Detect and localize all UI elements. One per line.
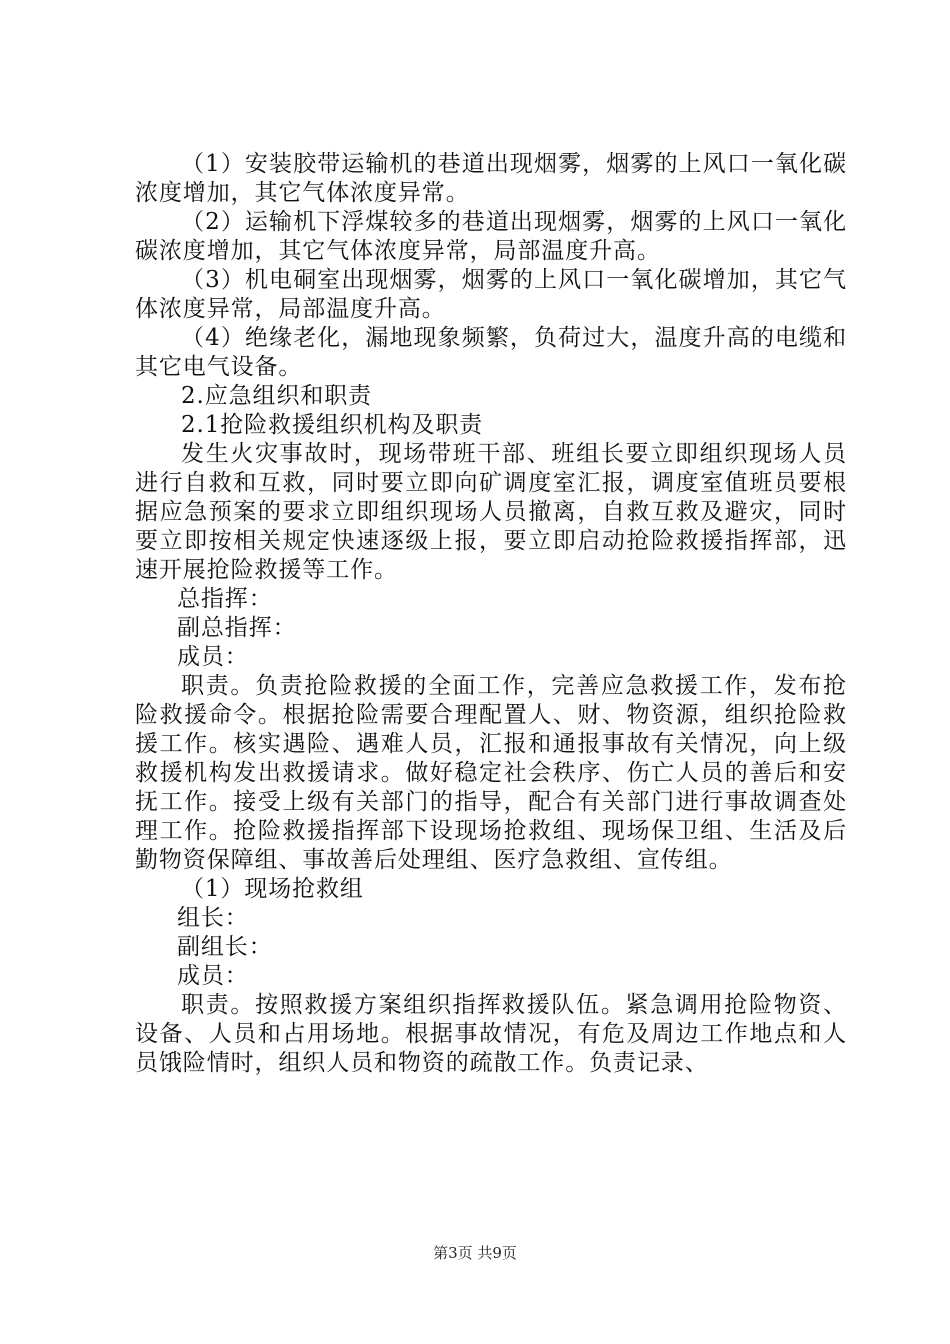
responsibilities-paragraph: 职责。负责抢险救援的全面工作，完善应急救援工作，发布抢险救援命令。根据抢险需要合理配置人、财、物资源，组织抢险救援工作。核实遇险、遇难人员，汇报和通报事故有关情况，向上级救援机构发出救援请求。做好稳定社会秩序、伤亡人员的善后和安抚工作。接受上级有关部门的指导，配合有关部门进行事故调查处理工作。抢险救援指挥部下设现场抢救组、现场保卫组、生活及后勤物资保障组、事故善后处理组、医疗急救组、宣传组。 xyxy=(135,673,847,873)
page-number-footer: 第3页 共9页 xyxy=(433,1244,517,1262)
section-heading: 2.应急组织和职责 xyxy=(181,383,373,409)
deputy-commander-label: 副总指挥： xyxy=(177,615,297,641)
deputy-team-leader-label: 副组长： xyxy=(177,934,273,960)
team-members-label: 成员： xyxy=(177,963,249,989)
paragraph-item-4: （4）绝缘老化，漏地现象频繁，负荷过大，温度升高的电缆和其它电气设备。 xyxy=(135,325,847,380)
paragraph-item-3: （3）机电硐室出现烟雾，烟雾的上风口一氧化碳增加，其它气体浓度异常，局部温度升高。 xyxy=(135,267,847,322)
paragraph-item-1: （1）安装胶带运输机的巷道出现烟雾，烟雾的上风口一氧化碳浓度增加，其它气体浓度异常。 xyxy=(135,151,847,206)
subsection-heading: 2.1抢险救援组织机构及职责 xyxy=(181,412,484,438)
team-leader-label: 组长： xyxy=(177,905,249,931)
document-body xyxy=(135,150,847,1078)
rescue-team-heading: （1）现场抢救组 xyxy=(181,876,364,902)
members-label: 成员： xyxy=(177,644,249,670)
emergency-response-paragraph: 发生火灾事故时，现场带班干部、班组长要立即组织现场人员进行自救和互救，同时要立即向矿调度室汇报，调度室值班员要根据应急预案的要求立即组织现场人员撤离，自救互救及避灾，同时要立即按相关规定快速逐级上报，要立即启动抢险救援指挥部，迅速开展抢险救援等工作。 xyxy=(135,441,847,583)
paragraph-item-2: （2）运输机下浮煤较多的巷道出现烟雾，烟雾的上风口一氧化碳浓度增加，其它气体浓度异常，局部温度升高。 xyxy=(135,209,847,264)
team-responsibilities-paragraph: 职责。按照救援方案组织指挥救援队伍。紧急调用抢险物资、设备、人员和占用场地。根据事故情况，有危及周边工作地点和人员饿险情时，组织人员和物资的疏散工作。负责记录、 xyxy=(135,992,847,1076)
chief-commander-label: 总指挥： xyxy=(177,586,273,612)
